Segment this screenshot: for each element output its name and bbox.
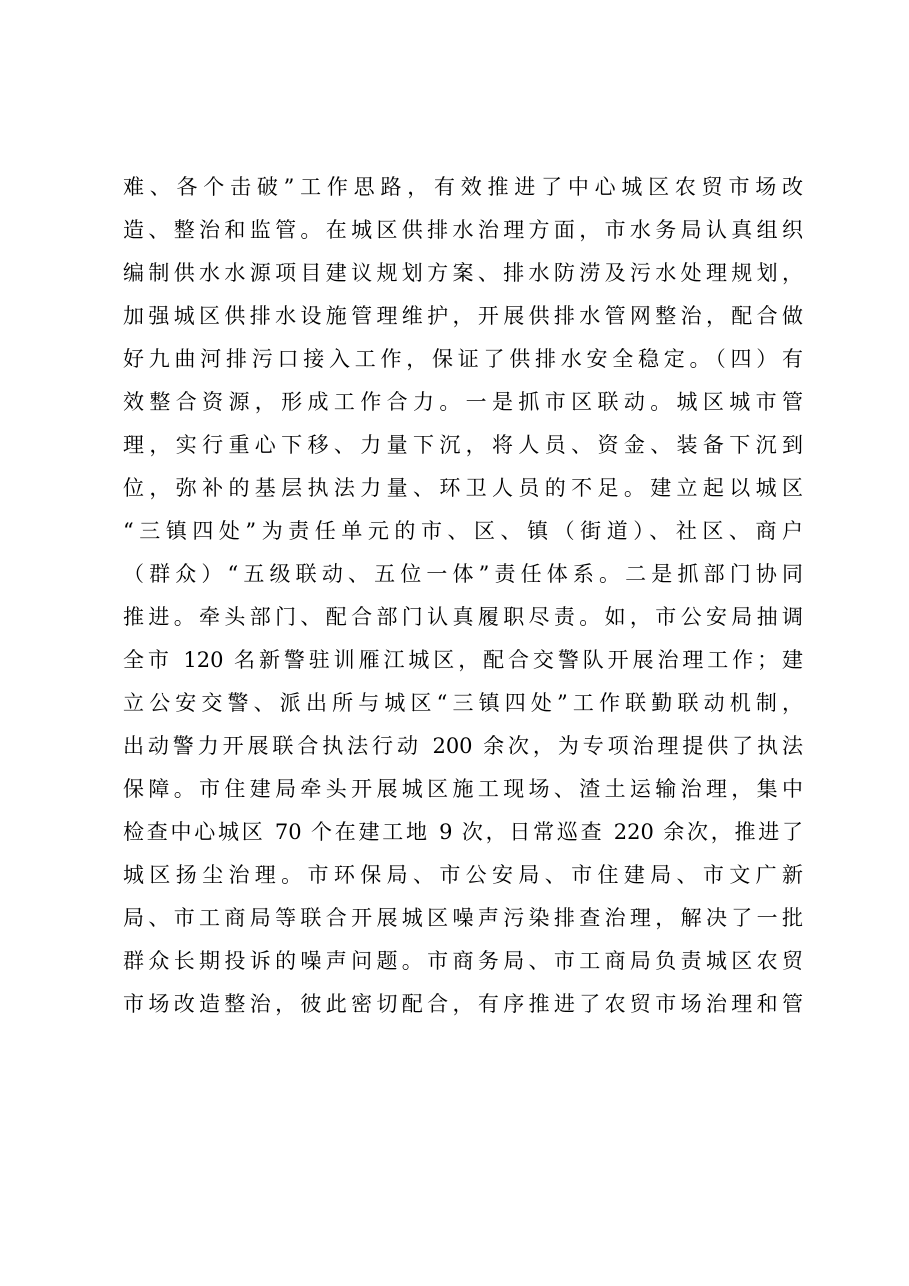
text-line: 编制供水水源项目建议规划方案、排水防涝及污水处理规划，	[123, 261, 803, 285]
text-line: 出动警力开展联合执法行动 200 余次，为专项治理提供了执法	[123, 734, 803, 758]
text-line: 局、市工商局等联合开展城区噪声污染排查治理，解决了一批	[123, 906, 803, 930]
text-line: 加强城区供排水设施管理维护，开展供排水管网整治，配合做	[123, 304, 803, 328]
text-line: “三镇四处”为责任单元的市、区、镇（街道）、社区、商户	[123, 519, 803, 543]
text-line: 难、各个击破”工作思路，有效推进了中心城区农贸市场改	[123, 175, 803, 199]
text-line: 检查中心城区 70 个在建工地 9 次，日常巡查 220 余次，推进了	[123, 820, 803, 844]
text-line: 市场改造整治，彼此密切配合，有序推进了农贸市场治理和管	[123, 992, 803, 1016]
text-line: 好九曲河排污口接入工作，保证了供排水安全稳定。（四）有	[123, 347, 803, 371]
text-line: 立公安交警、派出所与城区“三镇四处”工作联勤联动机制，	[123, 691, 803, 715]
text-line: 效整合资源，形成工作合力。一是抓市区联动。城区城市管	[123, 390, 803, 414]
text-line: 保障。市住建局牵头开展城区施工现场、渣土运输治理，集中	[123, 777, 803, 801]
text-line: 造、整治和监管。在城区供排水治理方面，市水务局认真组织	[123, 218, 803, 242]
text-line: 推进。牵头部门、配合部门认真履职尽责。如，市公安局抽调	[123, 605, 803, 629]
text-line: 城区扬尘治理。市环保局、市公安局、市住建局、市文广新	[123, 863, 803, 887]
text-line: 位，弥补的基层执法力量、环卫人员的不足。建立起以城区	[123, 476, 803, 500]
text-line: 全市 120 名新警驻训雁江城区，配合交警队开展治理工作；建	[123, 648, 803, 672]
text-line: （群众）“五级联动、五位一体”责任体系。二是抓部门协同	[123, 562, 803, 586]
text-line: 群众长期投诉的噪声问题。市商务局、市工商局负责城区农贸	[123, 949, 803, 973]
text-line: 理，实行重心下移、力量下沉，将人员、资金、装备下沉到	[123, 433, 803, 457]
body-paragraph	[123, 166, 803, 1026]
